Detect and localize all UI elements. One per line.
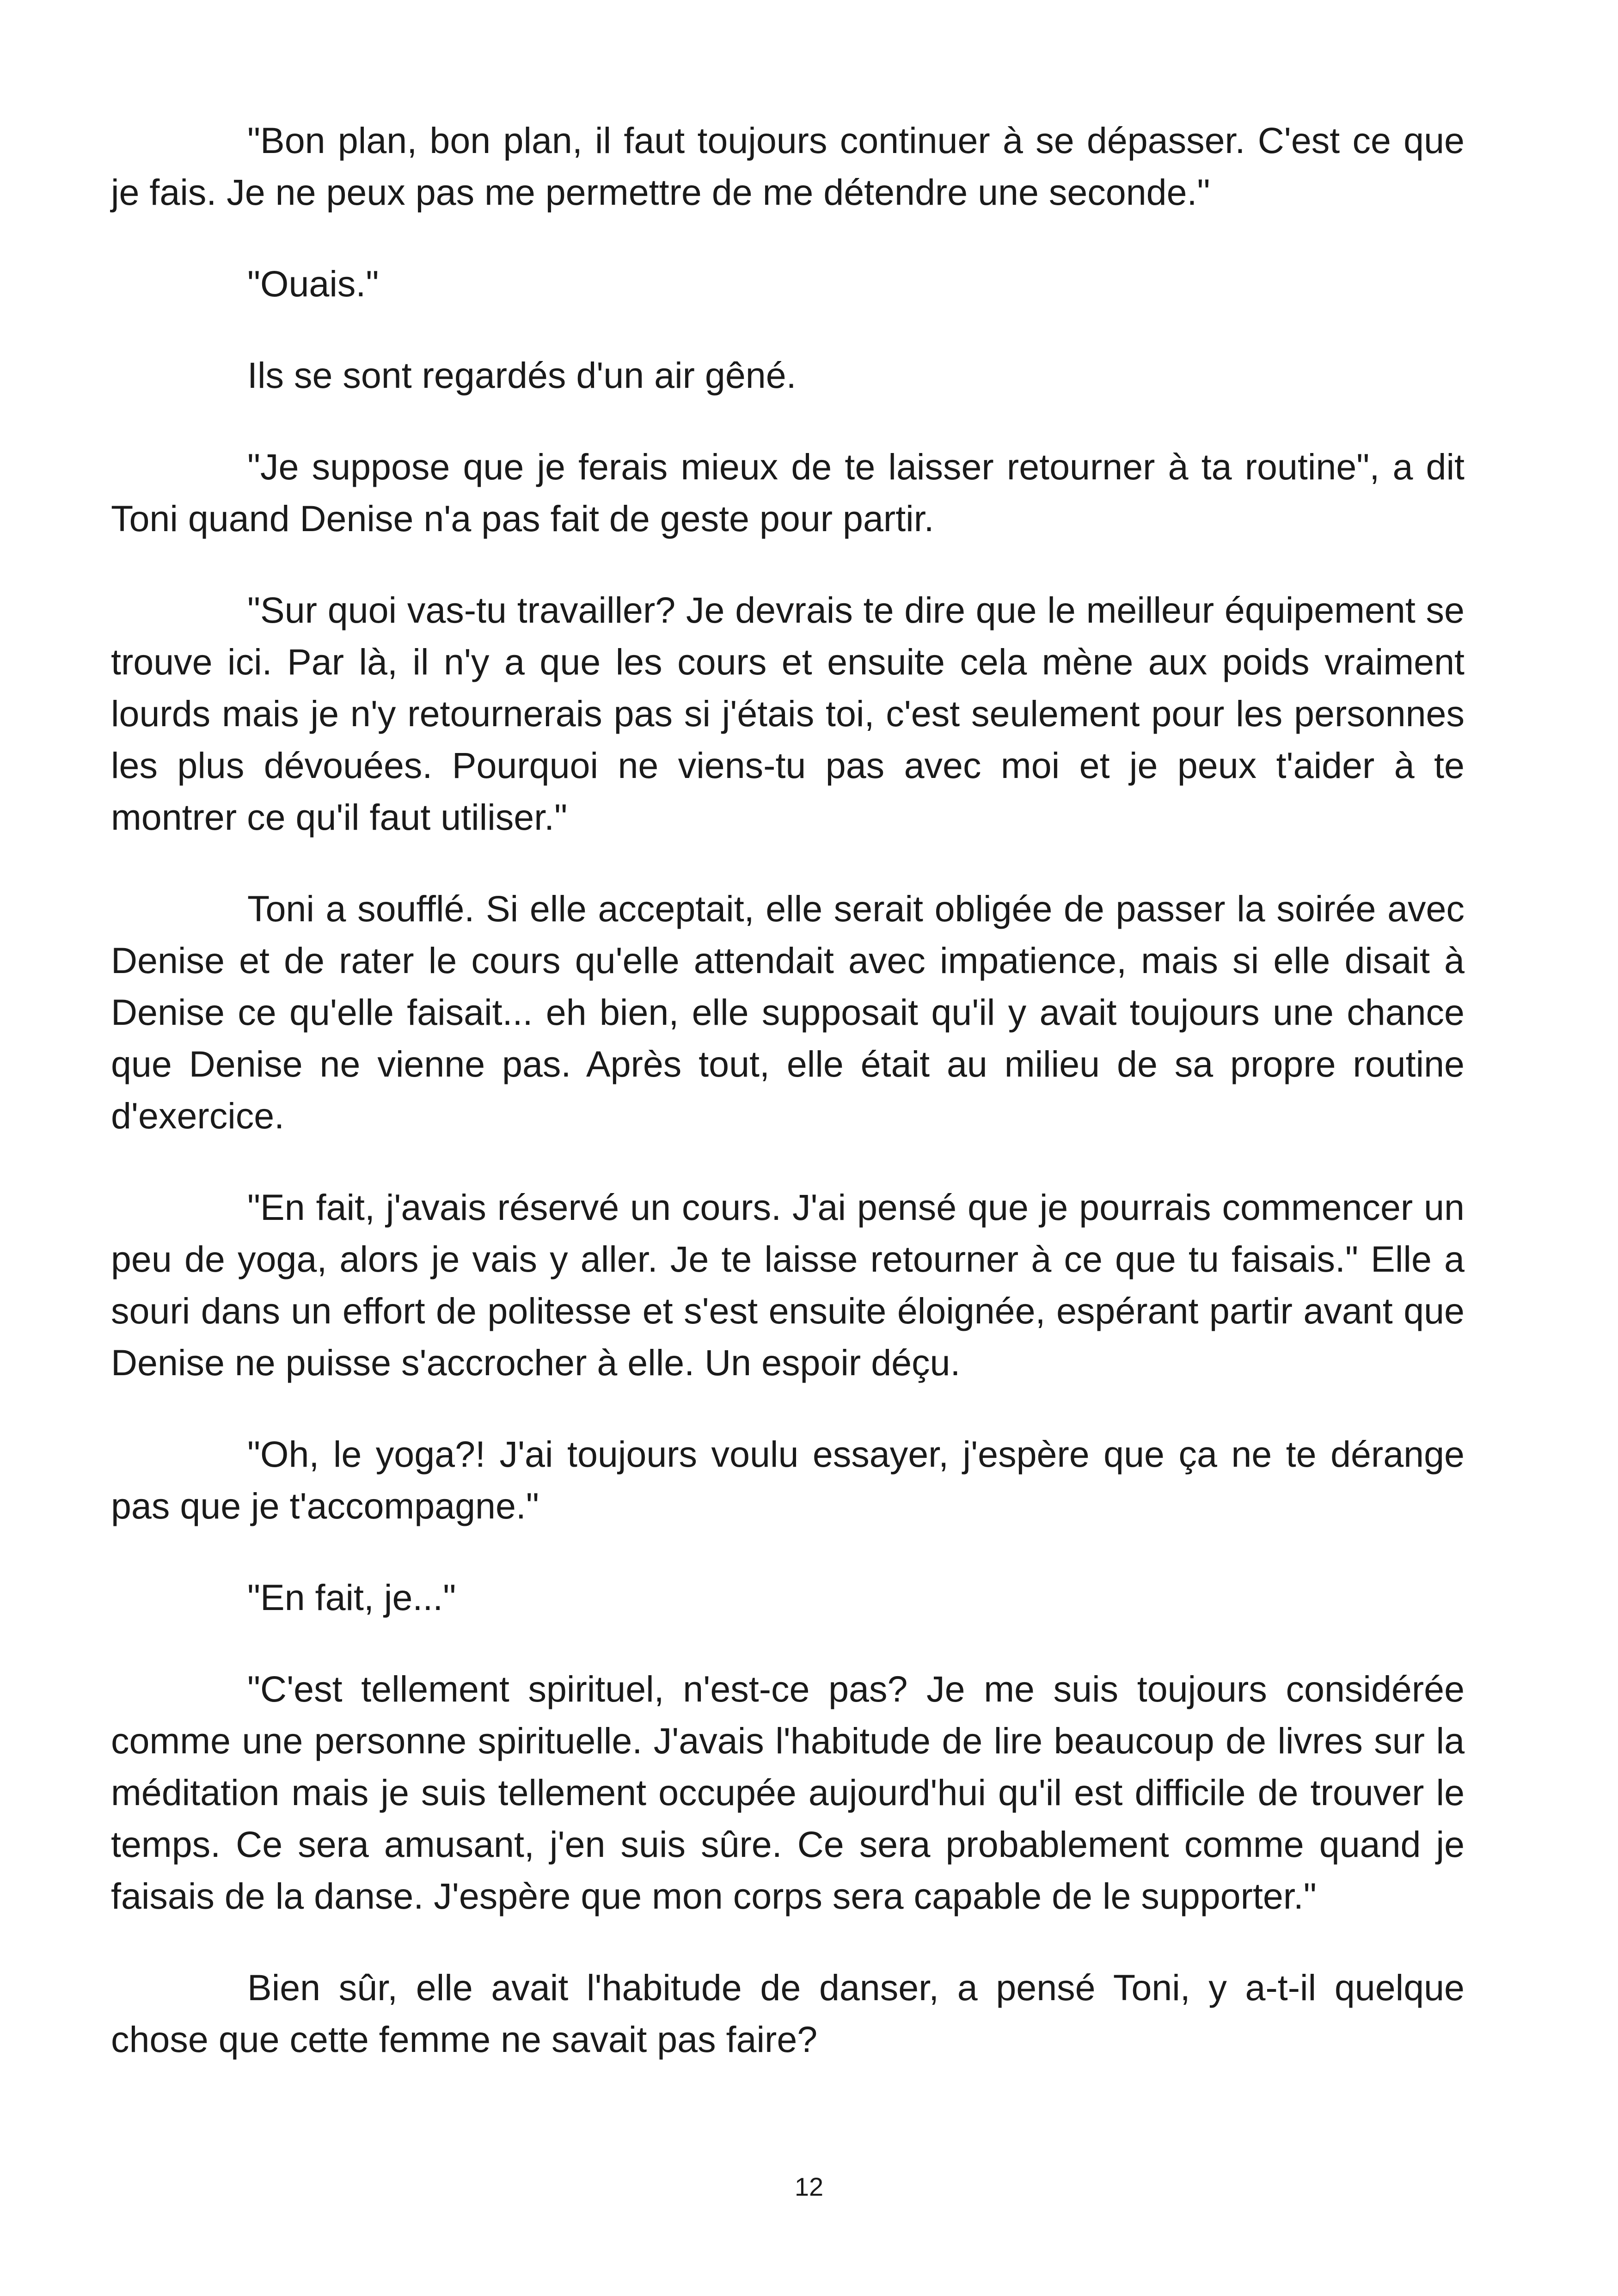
paragraph: "Oh, le yoga?! J'ai toujours voulu essayer, j'espère que ça ne te dérange pas que je t'accompagne." (111, 1433, 1465, 1526)
body-text (111, 115, 1465, 2065)
paragraph: Bien sûr, elle avait l'habitude de danser, a pensé Toni, y a-t-il quelque chose que cette femme ne savait pas faire? (111, 1967, 1465, 2060)
paragraph: "Bon plan, bon plan, il faut toujours continuer à se dépasser. C'est ce que je fais. Je ne peux pas me permettre de me détendre une seconde." (111, 120, 1465, 213)
paragraph: Toni a soufflé. Si elle acceptait, elle serait obligée de passer la soirée avec Denise et de rater le cours qu'elle attendait avec impatience, mais si elle disait à Denise ce qu'elle faisait... eh bien, elle supposait qu'il y avait toujours une chance que Denise ne vienne pas. Après tout, elle était au milieu de sa propre routine d'exercice. (111, 888, 1465, 1136)
paragraph: "En fait, j'avais réservé un cours. J'ai pensé que je pourrais commencer un peu de yoga, alors je vais y aller. Je te laisse retourner à ce que tu faisais." Elle a souri dans un effort de politesse et s'est ensuite éloignée, espérant partir avant que Denise ne puisse s'accrocher à elle. Un espoir déçu. (111, 1187, 1465, 1383)
paragraph: "Ouais." (247, 263, 379, 304)
paragraph: Ils se sont regardés d'un air gêné. (247, 355, 797, 396)
page-number: 12 (794, 2172, 824, 2201)
paragraph: "Sur quoi vas-tu travailler? Je devrais te dire que le meilleur équipement se trouve ici. Par là, il n'y a que les cours et ensuite cela mène aux poids vraiment lourds mais je n'y retournerais pas si j'étais toi, c'est seulement pour les personnes les plus dévouées. Pourquoi ne viens-tu pas avec moi et je peux t'aider à te montrer ce qu'il faut utiliser." (111, 589, 1465, 838)
paragraph: "C'est tellement spirituel, n'est-ce pas? Je me suis toujours considérée comme une personne spirituelle. J'avais l'habitude de lire beaucoup de livres sur la méditation mais je suis tellement occupée aujourd'hui qu'il est difficile de trouver le temps. Ce sera amusant, j'en suis sûre. Ce sera probablement comme quand je faisais de la danse. J'espère que mon corps sera capable de le supporter." (111, 1668, 1465, 1916)
paragraph: "En fait, je..." (247, 1577, 456, 1618)
paragraph: "Je suppose que je ferais mieux de te laisser retourner à ta routine", a dit Toni quand Denise n'a pas fait de geste pour partir. (111, 446, 1465, 539)
